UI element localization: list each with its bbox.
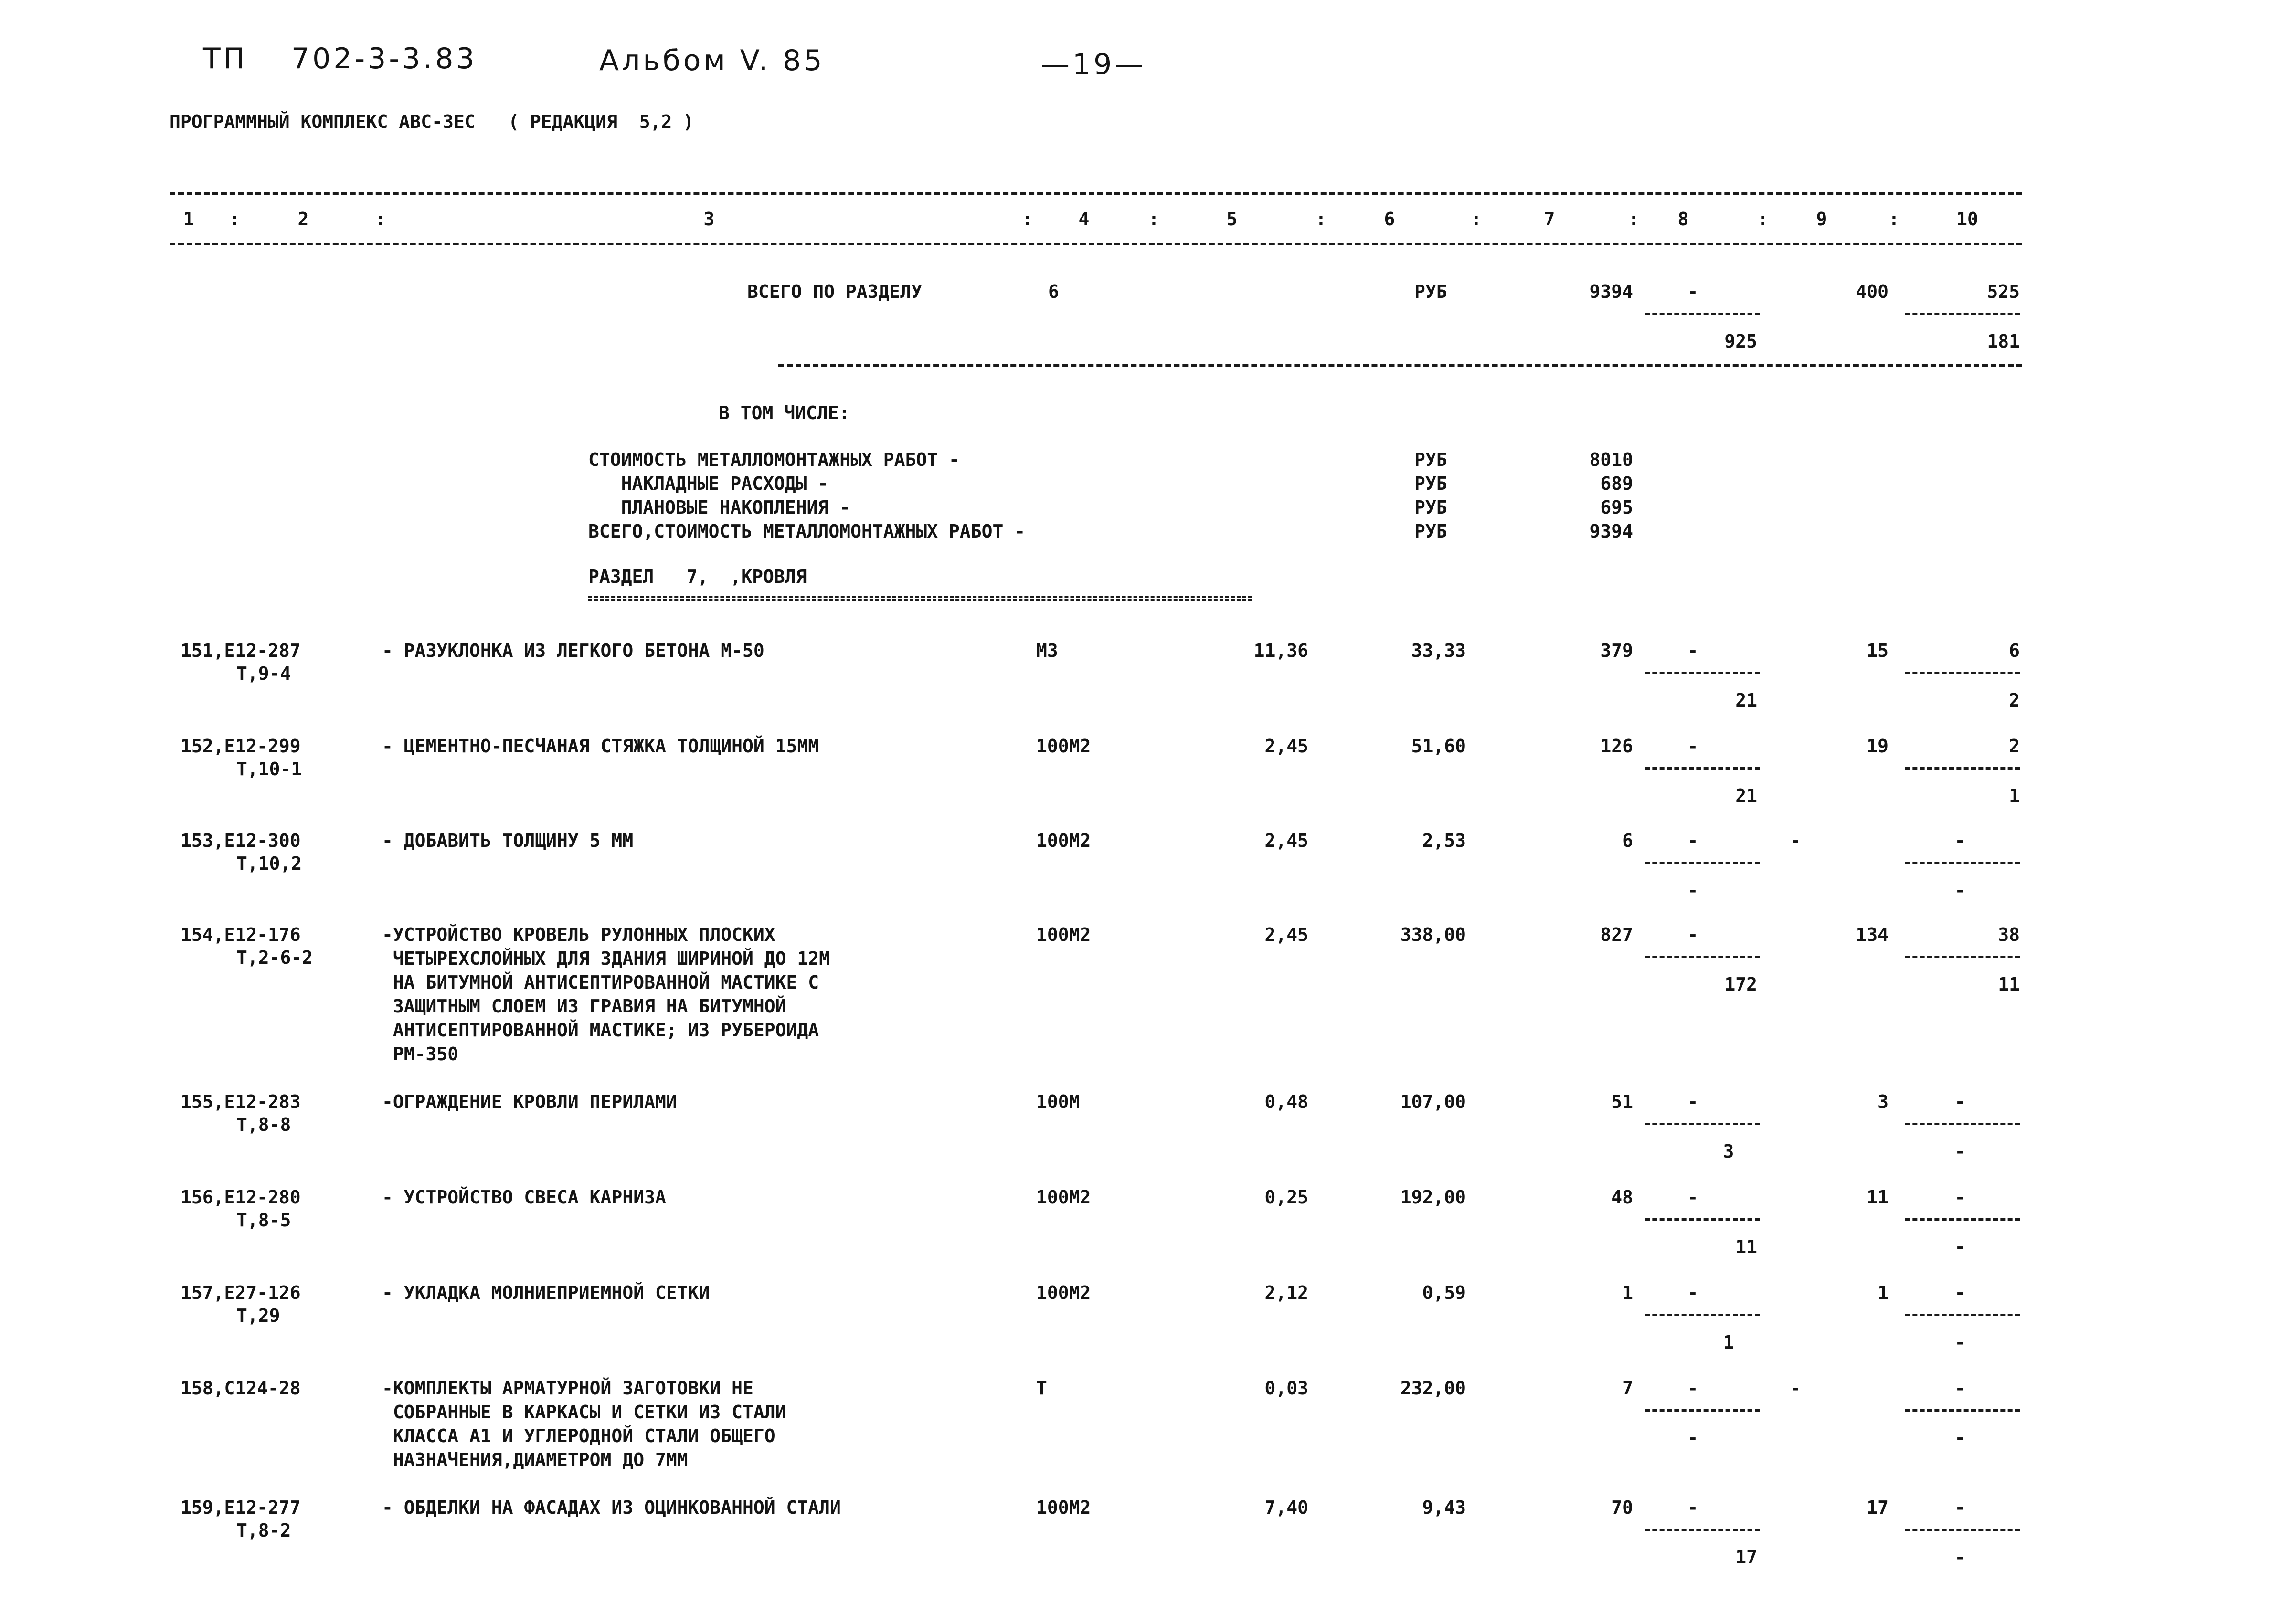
fraction-rule <box>1645 767 1760 770</box>
item-c8-bottom: 11 <box>1735 1236 1757 1257</box>
item-c8-top: - <box>1687 924 1698 945</box>
item-reference: Т,8-2 <box>236 1520 291 1541</box>
item-c9: 3 <box>1878 1091 1889 1112</box>
item-reference: Т,10,2 <box>236 853 302 874</box>
item-quantity: 2,12 <box>1264 1282 1308 1303</box>
item-description: СОБРАННЫЕ В КАРКАСЫ И СЕТКИ ИЗ СТАЛИ <box>382 1402 786 1423</box>
item-c10-top: 6 <box>2009 640 2020 661</box>
item-reference: Т,2-6-2 <box>236 947 313 968</box>
item-c10-bottom: 2 <box>2009 690 2020 711</box>
item-c10-top: - <box>1954 1091 1966 1112</box>
item-c10-top: 38 <box>1998 924 2020 945</box>
item-unit: Т <box>1036 1378 1047 1399</box>
item-unit: 100М2 <box>1036 1187 1091 1208</box>
item-code: 157,Е27-126 <box>180 1282 301 1303</box>
item-c8-bottom: 172 <box>1724 974 1757 995</box>
item-c8-top: - <box>1687 830 1698 851</box>
item-description: НАЗНАЧЕНИЯ,ДИАМЕТРОМ ДО 7ММ <box>382 1449 688 1470</box>
fraction-rule <box>1905 1314 2020 1316</box>
col-sep: : <box>1316 209 1327 230</box>
item-total: 1 <box>1622 1282 1633 1303</box>
item-c10-bottom: - <box>1954 1332 1966 1353</box>
item-description: -КОМПЛЕКТЫ АРМАТУРНОЙ ЗАГОТОВКИ НЕ <box>382 1378 753 1399</box>
item-unit-price: 2,53 <box>1422 830 1466 851</box>
item-c10-top: - <box>1954 1187 1966 1208</box>
including-unit: РУБ <box>1414 497 1447 518</box>
item-code: 153,Е12-300 <box>180 830 301 851</box>
item-c8-bottom: 1 <box>1723 1332 1734 1353</box>
item-c10-bottom: - <box>1954 1427 1966 1448</box>
including-unit: РУБ <box>1414 449 1447 470</box>
item-description: ЧЕТЫРЕХСЛОЙНЫХ ДЛЯ ЗДАНИЯ ШИРИНОЙ ДО 12М <box>382 948 830 969</box>
item-reference: Т,8-5 <box>236 1210 291 1231</box>
item-total: 48 <box>1611 1187 1633 1208</box>
item-c8-top: - <box>1687 640 1698 661</box>
program-line: ПРОГРАММНЫЙ КОМПЛЕКС АВС-ЗЕС ( РЕДАКЦИЯ 5,2 ) <box>170 111 694 132</box>
item-c9: 15 <box>1867 640 1889 661</box>
fraction-rule <box>1645 862 1760 864</box>
item-description: КЛАССА А1 И УГЛЕРОДНОЙ СТАЛИ ОБЩЕГО <box>382 1425 775 1446</box>
item-c9: 1 <box>1878 1282 1889 1303</box>
item-description: -ОГРАЖДЕНИЕ КРОВЛИ ПЕРИЛАМИ <box>382 1091 677 1112</box>
item-c8-top: - <box>1687 736 1698 757</box>
item-reference: Т,9-4 <box>236 663 291 684</box>
item-unit: 100М2 <box>1036 924 1091 945</box>
item-code: 158,С124-28 <box>180 1378 301 1399</box>
item-c8-bottom: - <box>1687 1427 1698 1448</box>
col-sep: : <box>229 209 240 230</box>
total-label: ВСЕГО ПО РАЗДЕЛУ <box>747 281 923 302</box>
item-c8-top: - <box>1687 1187 1698 1208</box>
header-rule-bottom <box>170 243 2022 245</box>
doc-code: 702-3-3.83 <box>291 42 478 75</box>
item-description: -УСТРОЙСТВО КРОВЕЛЬ РУЛОННЫХ ПЛОСКИХ <box>382 924 775 945</box>
item-c8-top: - <box>1687 1497 1698 1518</box>
item-c10-top: 2 <box>2009 736 2020 757</box>
total-c8-top: - <box>1687 281 1698 302</box>
item-description: - ЦЕМЕНТНО-ПЕСЧАНАЯ СТЯЖКА ТОЛЩИНОЙ 15ММ <box>382 736 819 757</box>
item-unit-price: 107,00 <box>1400 1091 1466 1112</box>
page-number: —19— <box>1041 48 1146 81</box>
item-quantity: 7,40 <box>1264 1497 1308 1518</box>
col-10: 10 <box>1956 209 1978 230</box>
total-rule <box>778 364 2022 367</box>
fraction-rule <box>1645 1409 1760 1412</box>
total-c8-bottom: 925 <box>1724 331 1757 352</box>
fraction-rule <box>1645 313 1760 315</box>
item-c9: - <box>1790 830 1801 851</box>
item-code: 155,Е12-283 <box>180 1091 301 1112</box>
col-sep: : <box>375 209 386 230</box>
total-section-number: 6 <box>1048 281 1059 302</box>
item-total: 827 <box>1600 924 1633 945</box>
item-unit-price: 0,59 <box>1422 1282 1466 1303</box>
item-c10-bottom: - <box>1954 1547 1966 1568</box>
item-unit-price: 338,00 <box>1400 924 1466 945</box>
item-unit: 100М2 <box>1036 736 1091 757</box>
doc-tp: ТП <box>203 42 248 75</box>
fraction-rule <box>1905 672 2020 674</box>
item-description: - РАЗУКЛОНКА ИЗ ЛЕГКОГО БЕТОНА М-50 <box>382 640 764 661</box>
fraction-rule <box>1645 1314 1760 1316</box>
including-label: СТОИМОСТЬ МЕТАЛЛОМОНТАЖНЫХ РАБОТ - <box>588 449 960 470</box>
item-description: - ДОБАВИТЬ ТОЛЩИНУ 5 ММ <box>382 830 634 851</box>
item-c8-bottom: 17 <box>1735 1547 1757 1568</box>
item-c8-top: - <box>1687 1378 1698 1399</box>
item-quantity: 2,45 <box>1264 830 1308 851</box>
item-total: 379 <box>1600 640 1633 661</box>
item-c8-bottom: - <box>1687 880 1698 901</box>
item-description: - ОБДЕЛКИ НА ФАСАДАХ ИЗ ОЦИНКОВАННОЙ СТАЛИ <box>382 1497 841 1518</box>
item-quantity: 2,45 <box>1264 736 1308 757</box>
col-3: 3 <box>703 209 715 230</box>
item-c9: 17 <box>1867 1497 1889 1518</box>
including-value: 695 <box>1600 497 1633 518</box>
item-unit-price: 33,33 <box>1411 640 1466 661</box>
item-description: ЗАЩИТНЫМ СЛОЕМ ИЗ ГРАВИЯ НА БИТУМНОЙ <box>382 996 786 1017</box>
including-label: ВСЕГО,СТОИМОСТЬ МЕТАЛЛОМОНТАЖНЫХ РАБОТ - <box>588 521 1026 542</box>
item-c8-bottom: 21 <box>1735 785 1757 806</box>
item-total: 126 <box>1600 736 1633 757</box>
fraction-rule <box>1905 1123 2020 1125</box>
item-description: РМ-350 <box>382 1044 459 1065</box>
item-unit-price: 51,60 <box>1411 736 1466 757</box>
item-code: 152,Е12-299 <box>180 736 301 757</box>
item-unit: 100М2 <box>1036 830 1091 851</box>
section-title: РАЗДЕЛ 7, ,КРОВЛЯ <box>588 566 807 587</box>
item-quantity: 11,36 <box>1253 640 1308 661</box>
total-c10-top: 525 <box>1987 281 2020 302</box>
item-total: 6 <box>1622 830 1633 851</box>
total-c9: 400 <box>1856 281 1889 302</box>
including-label: ПЛАНОВЫЕ НАКОПЛЕНИЯ - <box>588 497 851 518</box>
col-2: 2 <box>297 209 309 230</box>
item-c10-top: - <box>1954 1497 1966 1518</box>
album-label: Альбом V. 85 <box>599 44 825 77</box>
header-rule-top <box>170 192 2022 195</box>
fraction-rule <box>1645 956 1760 958</box>
col-sep: : <box>1889 209 1900 230</box>
item-c10-top: - <box>1954 830 1966 851</box>
item-c10-bottom: 11 <box>1998 974 2020 995</box>
item-description: - УСТРОЙСТВО СВЕСА КАРНИЗА <box>382 1187 666 1208</box>
item-unit: 100М <box>1036 1091 1080 1112</box>
item-total: 7 <box>1622 1378 1633 1399</box>
item-c10-bottom: - <box>1954 880 1966 901</box>
item-description: АНТИСЕПТИРОВАННОЙ МАСТИКЕ; ИЗ РУБЕРОИДА <box>382 1020 819 1041</box>
col-sep: : <box>1628 209 1639 230</box>
fraction-rule <box>1905 956 2020 958</box>
fraction-rule <box>1645 1218 1760 1221</box>
col-6: 6 <box>1384 209 1395 230</box>
including-title: В ТОМ ЧИСЛЕ: <box>719 402 850 423</box>
item-c9: 11 <box>1867 1187 1889 1208</box>
item-reference: Т,8-8 <box>236 1114 291 1135</box>
item-quantity: 0,25 <box>1264 1187 1308 1208</box>
item-quantity: 0,03 <box>1264 1378 1308 1399</box>
total-unit: РУБ <box>1414 281 1447 302</box>
item-unit-price: 9,43 <box>1422 1497 1466 1518</box>
item-reference: Т,29 <box>236 1305 280 1326</box>
item-reference: Т,10-1 <box>236 759 302 780</box>
fraction-rule <box>1905 1529 2020 1531</box>
fraction-rule <box>1905 767 2020 770</box>
fraction-rule <box>1905 862 2020 864</box>
item-unit-price: 232,00 <box>1400 1378 1466 1399</box>
item-c9: 134 <box>1856 924 1889 945</box>
col-sep: : <box>1148 209 1159 230</box>
item-code: 151,Е12-287 <box>180 640 301 661</box>
including-value: 9394 <box>1589 521 1633 542</box>
item-total: 51 <box>1611 1091 1633 1112</box>
item-unit: М3 <box>1036 640 1058 661</box>
total-c10-bottom: 181 <box>1987 331 2020 352</box>
fraction-rule <box>1905 1218 2020 1221</box>
fraction-rule <box>1905 1409 2020 1412</box>
item-c10-bottom: - <box>1954 1141 1966 1162</box>
item-code: 159,Е12-277 <box>180 1497 301 1518</box>
item-unit: 100М2 <box>1036 1282 1091 1303</box>
item-description: - УКЛАДКА МОЛНИЕПРИЕМНОЙ СЕТКИ <box>382 1282 710 1303</box>
item-unit: 100М2 <box>1036 1497 1091 1518</box>
col-9: 9 <box>1816 209 1827 230</box>
item-c9: 19 <box>1867 736 1889 757</box>
fraction-rule <box>1645 1123 1760 1125</box>
item-c8-top: - <box>1687 1091 1698 1112</box>
col-sep: : <box>1471 209 1482 230</box>
col-5: 5 <box>1226 209 1238 230</box>
col-7: 7 <box>1544 209 1555 230</box>
total-sum: 9394 <box>1589 281 1633 302</box>
item-code: 154,Е12-176 <box>180 924 301 945</box>
item-c9: - <box>1790 1378 1801 1399</box>
item-quantity: 2,45 <box>1264 924 1308 945</box>
col-sep: : <box>1757 209 1768 230</box>
item-c8-bottom: 3 <box>1723 1141 1734 1162</box>
item-description: НА БИТУМНОЙ АНТИСЕПТИРОВАННОЙ МАСТИКЕ С <box>382 972 819 993</box>
col-8: 8 <box>1677 209 1689 230</box>
item-quantity: 0,48 <box>1264 1091 1308 1112</box>
item-code: 156,Е12-280 <box>180 1187 301 1208</box>
including-unit: РУБ <box>1414 521 1447 542</box>
item-c8-top: - <box>1687 1282 1698 1303</box>
including-label: НАКЛАДНЫЕ РАСХОДЫ - <box>588 473 829 494</box>
fraction-rule <box>1645 672 1760 674</box>
item-unit-price: 192,00 <box>1400 1187 1466 1208</box>
item-c10-top: - <box>1954 1282 1966 1303</box>
including-value: 689 <box>1600 473 1633 494</box>
item-c10-top: - <box>1954 1378 1966 1399</box>
col-4: 4 <box>1078 209 1090 230</box>
section-underline <box>588 596 1252 601</box>
item-total: 70 <box>1611 1497 1633 1518</box>
item-c8-bottom: 21 <box>1735 690 1757 711</box>
item-c10-bottom: - <box>1954 1236 1966 1257</box>
col-sep: : <box>1022 209 1033 230</box>
fraction-rule <box>1645 1529 1760 1531</box>
fraction-rule <box>1905 313 2020 315</box>
including-unit: РУБ <box>1414 473 1447 494</box>
item-c10-bottom: 1 <box>2009 785 2020 806</box>
including-value: 8010 <box>1589 449 1633 470</box>
col-1: 1 <box>183 209 194 230</box>
